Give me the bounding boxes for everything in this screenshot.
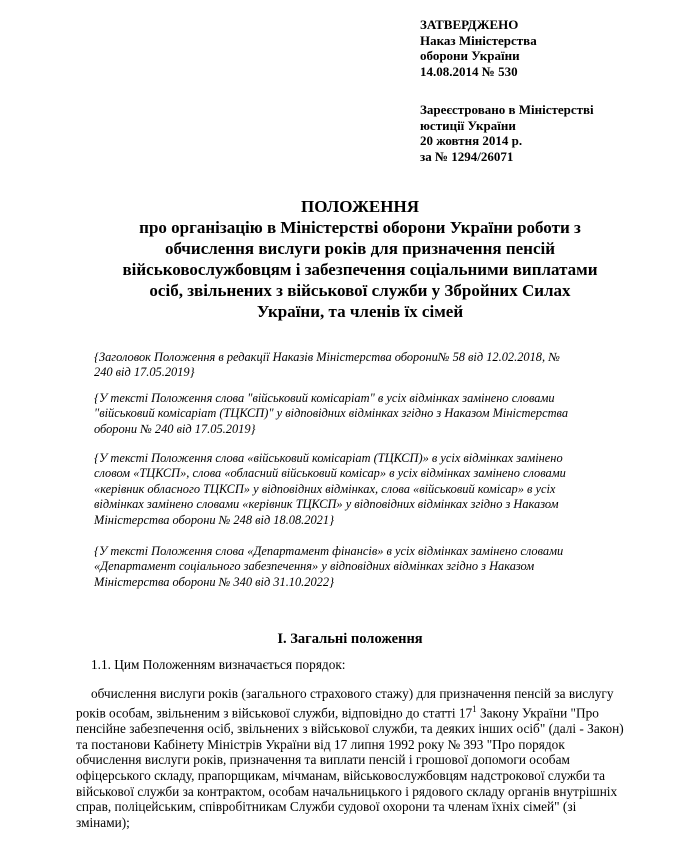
paragraph-text: років особам, звільненим з військової служби, відповідно до статті 17 (76, 705, 473, 721)
paragraph-line: змінами); (76, 815, 130, 831)
note-line: Міністерства оборони № 248 від 18.08.2021} (94, 512, 335, 527)
paragraph-line: пенсійне забезпечення осіб, звільнених з військової служби, та деяких інших осіб" (далі - Закон) (76, 720, 624, 736)
paragraph-line: обчислення вислуги років (загального страхового стажу) для призначення пенсій за вислугу (91, 686, 614, 701)
note-line: {У тексті Положення слова «Департамент фінансів» в усіх відмінках замінено словами (94, 544, 564, 558)
approval-line: Наказ Міністерства (420, 32, 537, 48)
note-line: «Департамент соціального забезпечення» у відповідних відмінках згідно з Наказом (94, 559, 535, 574)
note-line: {У тексті Положення слова "військовий комісаріат" в усіх відмінках замінено словами (94, 391, 555, 405)
note-line: оборони № 240 від 17.05.2019} (94, 421, 256, 436)
note-line: відмінках замінено словами «керівник ТЦКСП» у відповідних відмінках згідно з Наказом (94, 497, 559, 512)
approval-stamp (420, 17, 537, 79)
paragraph-line: 1.1. Цим Положенням визначається порядок: (91, 657, 346, 672)
paragraph-line (76, 702, 658, 721)
note-line: {Заголовок Положення в редакції Наказів Міністерства оборони№ 58 від 12.02.2018, № (94, 350, 560, 364)
approval-line: оборони України (420, 48, 520, 63)
section-heading: І. Загальні положення (277, 631, 423, 647)
note-line: «керівник обласного ТЦКСП» у відповідних відмінках, слова «військовий комісар» в усіх (94, 481, 556, 496)
title-line: військовослужбовцям і забезпечення соціальними виплатами (122, 260, 598, 279)
title-line: про організацію в Міністерстві оборони України роботи з (139, 218, 581, 237)
registration-stamp (420, 102, 594, 164)
title-line: осіб, звільнених з військової служби у Збройних Силах (149, 281, 571, 300)
paragraph-1-1 (76, 657, 658, 673)
registration-line: юстиції України (420, 117, 516, 133)
title-line: обчислення вислуги років для призначення пенсій (164, 239, 556, 258)
note-line: словом «ТЦКСП», слова «обласний військовий комісар» в усіх відмінках замінено словами (94, 466, 566, 481)
title-heading: ПОЛОЖЕННЯ (301, 197, 419, 216)
registration-line: Зареєстровано в Міністерстві (420, 102, 594, 117)
paragraph-body (76, 686, 658, 831)
paragraph-line: офіцерського складу, прапорщикам, мічманам, військовослужбовцям надстрокової служби та (76, 767, 606, 783)
amendment-note (78, 350, 658, 381)
article-superscript: 1 (472, 703, 477, 714)
title-line: України, та членів їх сімей (256, 302, 464, 321)
amendment-note (78, 544, 658, 590)
note-line: Міністерства оборони № 340 від 31.10.2022} (94, 574, 335, 589)
document-title (40, 196, 680, 322)
registration-line: за № 1294/26071 (420, 148, 514, 164)
registration-line: 20 жовтня 2014 р. (420, 133, 523, 148)
note-line: 240 від 17.05.2019} (94, 365, 195, 380)
paragraph-line: військової служби за контрактом, особам начальницького і рядового складу органів внутрішніх (76, 783, 618, 799)
paragraph-line: справ, поліцейським, співробітникам Служби судової охорони та членам їхніх сімей" (зі (76, 799, 577, 815)
note-line: "військовий комісаріат (ТЦКСП)" у відповідних відмінках згідно з Наказом Міністерства (94, 406, 569, 421)
note-line: {У тексті Положення слова «військовий комісаріат (ТЦКСП)» в усіх відмінках замінено (94, 451, 563, 465)
paragraph-line: обчислення вислуги років, призначення та виплати пенсій і грошової допомоги особам (76, 752, 570, 768)
paragraph-line: та постанови Кабінету Міністрів України від 17 липня 1992 року № 393 "Про порядок (76, 736, 565, 752)
paragraph-text: Закону України "Про (476, 705, 599, 721)
approval-line: ЗАТВЕРДЖЕНО (420, 17, 519, 32)
amendment-note (78, 451, 658, 528)
approval-line: 14.08.2014 № 530 (420, 63, 518, 79)
amendment-note (78, 391, 658, 437)
